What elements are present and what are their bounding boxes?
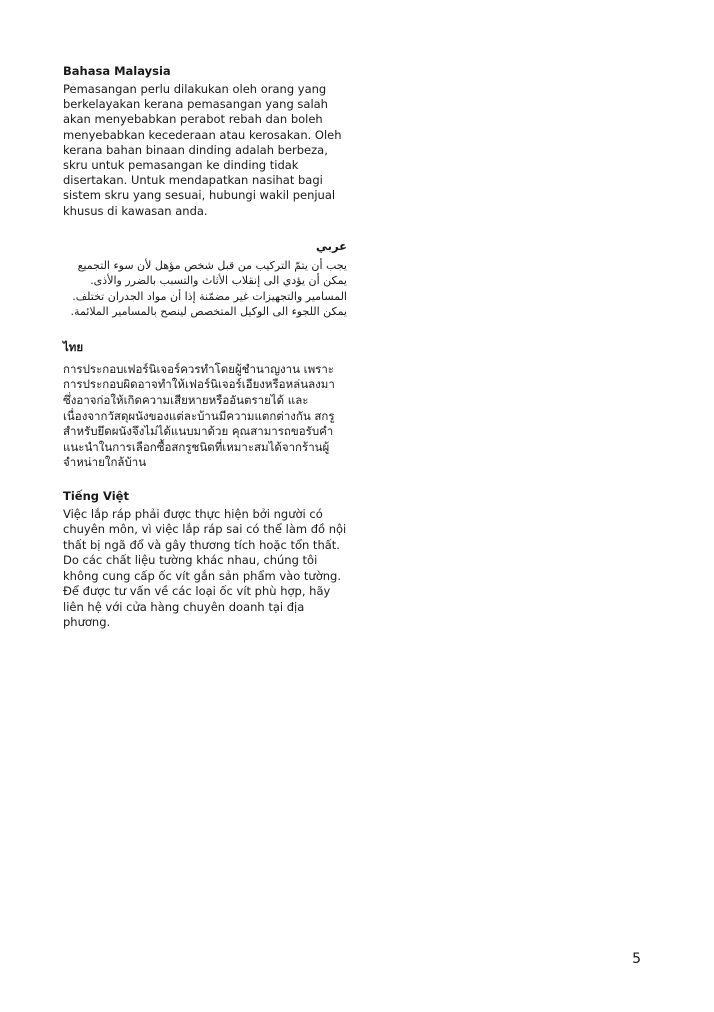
section-vietnamese xyxy=(63,488,347,631)
section-heading: عربي xyxy=(316,238,347,253)
section-heading: Bahasa Malaysia xyxy=(63,64,171,78)
section-text: يجب أن يتمّ التركيب من قبل شخص مؤهل لأن سوء التجميع يمكن أن يؤدي الى إنقلاب الأثاث والتسبب بالضرر والأذى. المسامير والتجهيزات غير مضمّنة إذا أن مواد الجدران تختلف. يمكن اللجوء الى الوكيل المتخصص لينصح بالمسامير الملائمة. xyxy=(70,258,347,319)
section-text: Việc lắp ráp phải được thực hiện bởi người có chuyên môn, vì việc lắp ráp sai có thể làm đồ nội thất bị ngã đổ và gây thương tích hoặc tổn thất. Do các chất liệu tường khác nhau, chúng tôi không cung cấp ốc vít gắn sản phẩm vào tường. Để được tư vấn về các loại ốc vít phù hợp, hãy liên hệ với cửa hàng chuyên doanh tại địa phương. xyxy=(63,506,347,630)
content-column xyxy=(63,63,347,631)
section-text: การประกอบเฟอร์นิเจอร์ควรทำโดยผู้ชำนาญงาน เพราะการประกอบผิดอาจทำให้เฟอร์นิเจอร์เอียงหรือหล่นลงมา ซึ่งอาจก่อให้เกิดความเสียหายหรืออันตรายได้ และเนื่องจากวัสดุผนังของแต่ละบ้านมีความแตกต่างกัน สกรูสำหรับยึดผนังจึงไม่ได้แนบมาด้วย คุณสามารถขอรับคำแนะนำในการเลือกซื้อสกรูชนิดที่เหมาะสมได้จากร้านผู้จำหน่ายใกล้บ้าน xyxy=(63,361,335,470)
section-heading: Tiếng Việt xyxy=(63,488,129,503)
section-thai xyxy=(63,339,347,471)
section-heading: ไทย xyxy=(63,339,84,354)
page-number: 5 xyxy=(632,951,641,967)
section-arabic xyxy=(63,238,347,320)
section-bahasa-malaysia xyxy=(63,63,347,219)
section-text: Pemasangan perlu dilakukan oleh orang yang berkelayakan kerana pemasangan yang salah akan menyebabkan perabot rebah dan boleh menyebabkan kecederaan atau kerosakan. Oleh kerana bahan binaan dinding adalah berbeza, skru untuk pemasangan ke dinding tidak disertakan. Untuk mendapatkan nasihat bagi sistem skru yang sesuai, hubungi wakil penjual khusus di kawasan anda. xyxy=(63,82,342,218)
